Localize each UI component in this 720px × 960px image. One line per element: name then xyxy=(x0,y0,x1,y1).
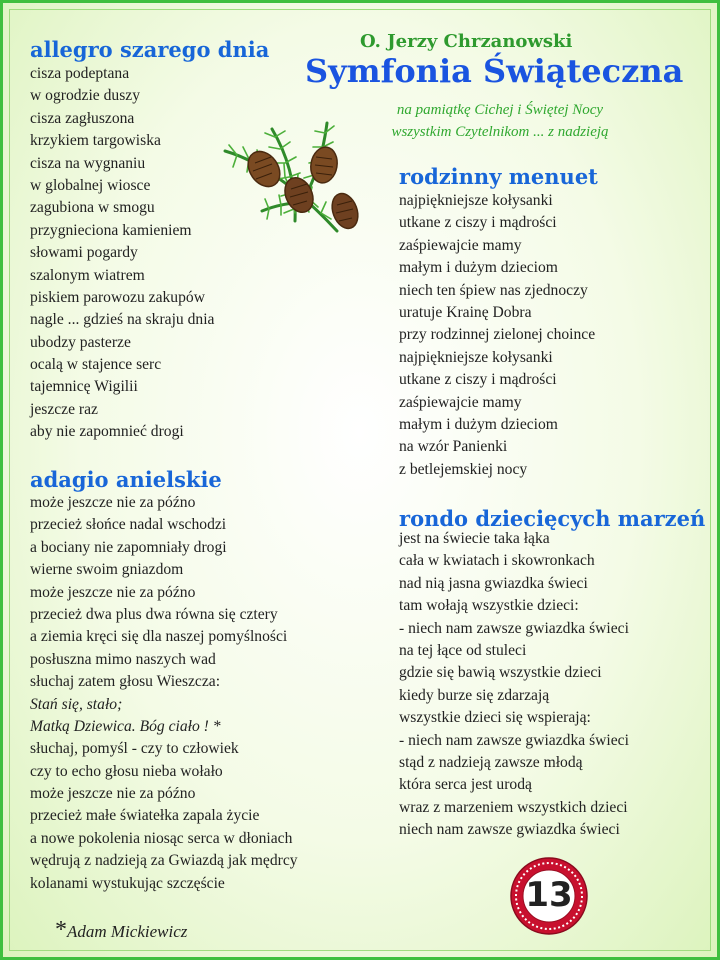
poem-line: uratuje Krainę Dobra xyxy=(399,303,532,321)
poem-line: najpiękniejsze kołysanki xyxy=(399,192,553,209)
poem-menuet xyxy=(399,190,595,481)
poem-line: może jeszcze nie za późno xyxy=(30,583,196,601)
poem-line: słowami pogardy xyxy=(30,244,138,262)
section-title-allegro: allegro szarego dnia xyxy=(30,37,270,62)
poem-line: - niech nam zawsze gwiazdka świeci xyxy=(399,731,629,749)
poem-line: niech nam zawsze gwiazdka świeci xyxy=(399,821,620,839)
poem-line: na wzór Panienki xyxy=(399,438,508,456)
poem-line: ocalą w stajence serc xyxy=(30,356,162,374)
poem-line: niech ten śpiew nas zjednoczy xyxy=(399,281,588,299)
poem-rondo xyxy=(399,528,629,841)
poem-line: krzykiem targowiska xyxy=(30,132,161,150)
poem-line: zaśpiewajcie mamy xyxy=(399,236,522,254)
poem-line: przecież słońce nadal wschodzi xyxy=(30,516,227,534)
poem-line: a nowe pokolenia niosąc serca w dłoniach xyxy=(30,829,293,847)
page-title: Symfonia Świąteczna xyxy=(305,52,684,90)
dedication-line: na pamiątkę Cichej i Świętej Nocy xyxy=(396,102,604,118)
poem-line: posłuszna mimo naszych wad xyxy=(30,650,216,668)
section-title-rondo: rondo dziecięcych marzeń xyxy=(399,506,706,531)
poem-line: utkane z ciszy i mądrości xyxy=(399,371,557,389)
poem-line: małym i dużym dzieciom xyxy=(399,259,558,277)
poem-line: przecież małe światełka zapala życie xyxy=(30,807,260,825)
poem-line: Matką Dziewica. Bóg ciało ! * xyxy=(30,717,221,735)
poem-line: wierne swoim gniazdom xyxy=(30,561,184,579)
poem-line: słuchaj zatem głosu Wieszcza: xyxy=(30,673,221,691)
poem-line: przecież dwa plus dwa równa się cztery xyxy=(30,605,278,623)
poem-line: cisza na wygnaniu xyxy=(30,154,146,172)
poem-line: nad nią jasna gwiazdka świeci xyxy=(399,574,588,592)
page-number: 13 xyxy=(525,875,573,915)
poem-line: zagubiona w smogu xyxy=(30,199,155,217)
footnote xyxy=(55,917,187,944)
poem-line: wraz z marzeniem wszystkich dzieci xyxy=(399,798,628,816)
poem-line: cisza podeptana xyxy=(30,65,130,82)
poem-line: jest na świecie taka łąka xyxy=(399,530,550,547)
poem-allegro xyxy=(30,63,214,444)
poem-line: Stań się, stało; xyxy=(30,695,123,713)
poem-line: jeszcze raz xyxy=(30,400,98,418)
dedication xyxy=(335,99,665,143)
poem-line: tam wołają wszystkie dzieci: xyxy=(399,597,579,615)
poem-line: - niech nam zawsze gwiazdka świeci xyxy=(399,619,629,637)
poem-line: aby nie zapomnieć drogi xyxy=(30,423,184,441)
poem-line: piskiem parowozu zakupów xyxy=(30,288,205,306)
section-title-menuet: rodzinny menuet xyxy=(399,164,598,189)
poem-line: małym i dużym dzieciom xyxy=(399,415,558,433)
dedication-line: wszystkim Czytelnikom ... z nadzieją xyxy=(391,124,609,140)
poem-adagio xyxy=(30,492,298,895)
pine-cones xyxy=(242,145,363,232)
poem-line: z betlejemskiej nocy xyxy=(399,460,528,478)
poem-line: a ziemia kręci się dla naszej pomyślności xyxy=(30,628,288,646)
poem-line: nagle ... gdzieś na skraju dnia xyxy=(30,311,215,329)
author-name: O. Jerzy Chrzanowski xyxy=(360,31,573,52)
poem-line: w ogrodzie duszy xyxy=(30,87,140,105)
footnote-marker: * xyxy=(55,917,67,943)
poem-line: na tej łące od stuleci xyxy=(399,641,527,659)
poem-line: może jeszcze nie za późno xyxy=(30,785,196,803)
poem-line: przygnieciona kamieniem xyxy=(30,221,192,239)
poem-line: cisza zagłuszona xyxy=(30,109,135,127)
poem-line: przy rodzinnej zielonej choince xyxy=(399,326,596,344)
poem-line: kolanami wystukując szczęście xyxy=(30,874,225,892)
poem-line: zaśpiewajcie mamy xyxy=(399,393,522,411)
poem-line: czy to echo głosu nieba wołało xyxy=(30,762,223,780)
footnote-text: Adam Mickiewicz xyxy=(67,922,188,941)
poem-line: słuchaj, pomyśl - czy to człowiek xyxy=(30,740,239,758)
poem-line: może jeszcze nie za późno xyxy=(30,494,196,511)
poem-line: w globalnej wiosce xyxy=(30,176,151,194)
poem-line: szalonym wiatrem xyxy=(30,266,145,284)
poem-line: utkane z ciszy i mądrości xyxy=(399,214,557,232)
poem-line: wędrują z nadzieją za Gwiazdą jak mędrcy xyxy=(30,852,298,870)
poem-line: kiedy burze się zdarzają xyxy=(399,686,550,704)
poem-line: ubodzy pasterze xyxy=(30,333,131,351)
poem-line: wszystkie dzieci się wspierają: xyxy=(399,709,591,727)
section-title-adagio: adagio anielskie xyxy=(30,467,222,492)
poem-line: najpiękniejsze kołysanki xyxy=(399,348,553,366)
poem-line: która serca jest urodą xyxy=(399,776,532,794)
poem-line: a bociany nie zapomniały drogi xyxy=(30,538,227,556)
poem-line: gdzie się bawią wszystkie dzieci xyxy=(399,664,602,682)
poem-line: stąd z nadzieją zawsze młodą xyxy=(399,753,583,771)
poem-line: tajemnicę Wigilii xyxy=(30,378,138,396)
poem-line: cała w kwiatach i skowronkach xyxy=(399,552,595,570)
